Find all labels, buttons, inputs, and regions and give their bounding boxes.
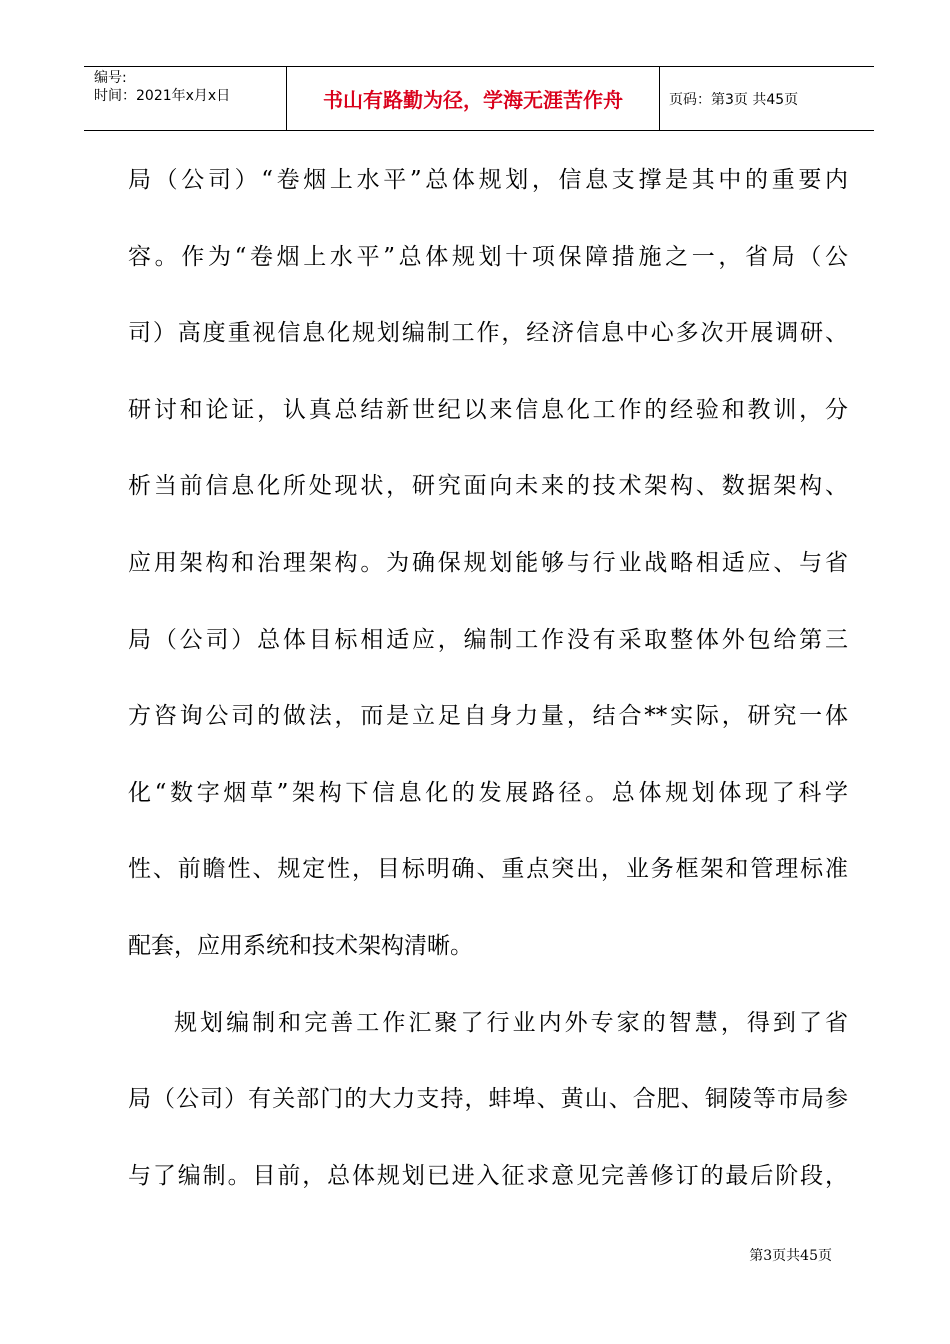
document-body (128, 155, 848, 1227)
body-line: 化“数字烟草”架构下信息化的发展路径。总体规划体现了科学 (128, 779, 848, 806)
page-footer: 第3页共45页 (749, 1248, 832, 1264)
body-line: 研讨和论证，认真总结新世纪以来信息化工作的经验和教训，分 (128, 396, 848, 423)
body-line: 方咨询公司的做法，而是立足自身力量，结合**实际，研究一体 (128, 703, 848, 730)
body-line: 局（公司）总体目标相适应，编制工作没有采取整体外包给第三 (128, 626, 848, 653)
body-line: 局（公司）“卷烟上水平”总体规划，信息支撑是其中的重要内 (128, 167, 848, 193)
header-page-number: 页码：第3页 共45页 (669, 91, 799, 108)
body-line: 性、前瞻性、规定性，目标明确、重点突出，业务框架和管理标准 (128, 856, 848, 883)
header-meta (94, 69, 230, 105)
header-motto: 书山有路勤为径，学海无涯苦作舟 (323, 88, 623, 112)
body-line: 规划编制和完善工作汇聚了行业内外专家的智慧，得到了省 (174, 1009, 848, 1036)
body-line: 容。作为“卷烟上水平”总体规划十项保障措施之一，省局（公 (128, 243, 848, 270)
body-line: 析当前信息化所处现状，研究面向未来的技术架构、数据架构、 (128, 473, 848, 500)
header-divider (659, 67, 660, 130)
time-label: 时间：2021年x月x日 (94, 88, 231, 104)
body-line: 配套，应用系统和技术架构清晰。 (128, 932, 473, 959)
body-line: 局（公司）有关部门的大力支持，蚌埠、黄山、合肥、铜陵等市局参 (128, 1086, 848, 1113)
number-label: 编号: (94, 70, 127, 86)
body-line: 应用架构和治理架构。为确保规划能够与行业战略相适应、与省 (128, 549, 848, 576)
body-line: 司）高度重视信息化规划编制工作，经济信息中心多次开展调研、 (128, 320, 848, 347)
document-header (84, 66, 874, 131)
body-line: 与了编制。目前，总体规划已进入征求意见完善修订的最后阶段， (128, 1162, 848, 1189)
